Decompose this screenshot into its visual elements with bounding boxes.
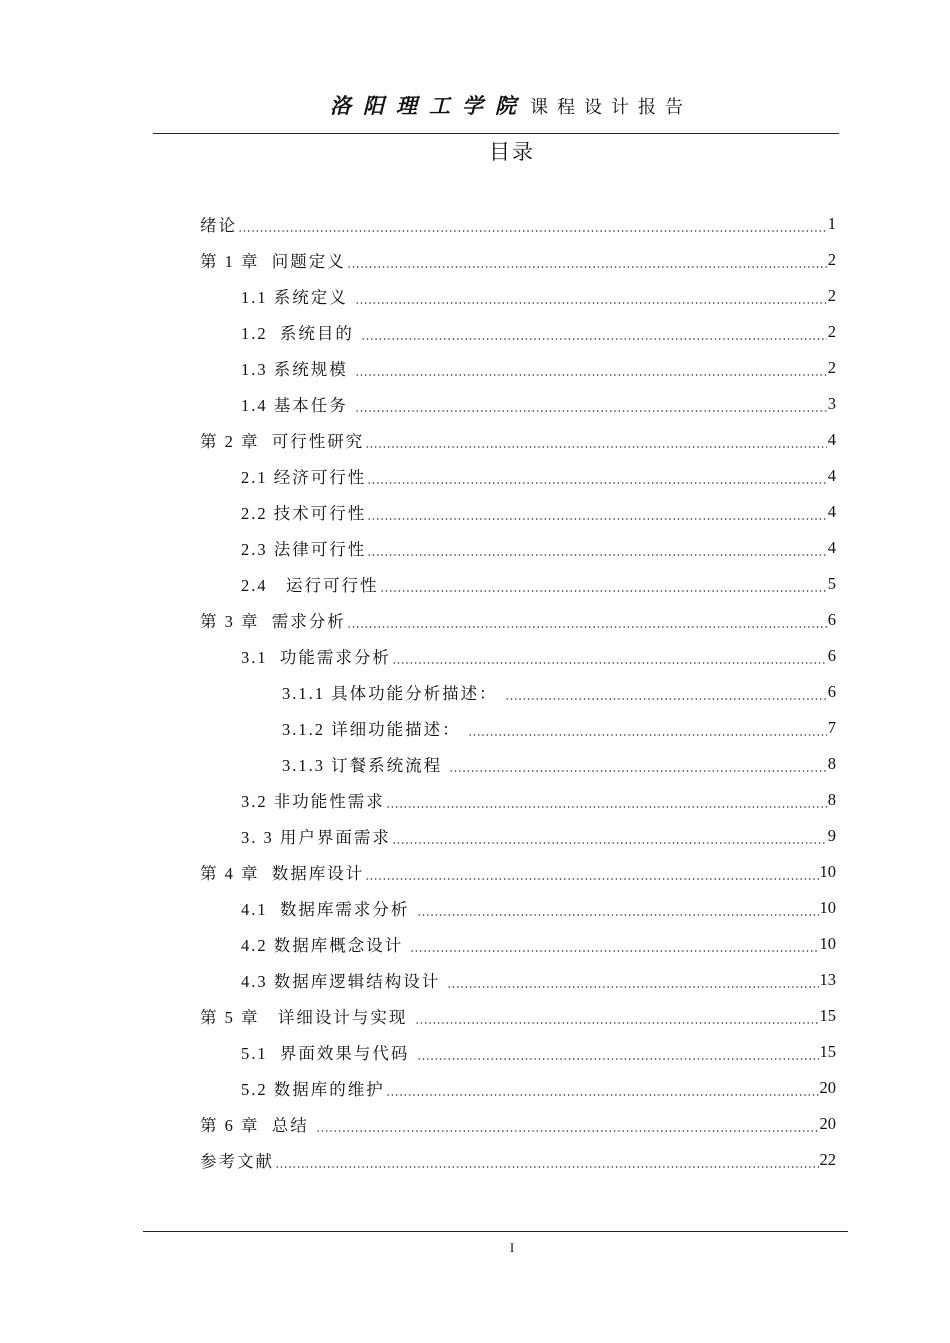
toc-leader-dots	[415, 998, 819, 1034]
toc-entry-page: 7	[827, 718, 836, 737]
toc-entry-label: 4.1 数据库需求分析	[241, 896, 416, 920]
toc-entry[interactable]	[200, 926, 836, 962]
header-rule	[153, 133, 839, 134]
toc-leader-dots	[361, 314, 827, 350]
toc-entry-label: 3.1.2 详细功能描述：	[282, 716, 467, 740]
toc-entry[interactable]	[200, 674, 836, 710]
toc-leader-dots	[347, 602, 827, 638]
toc-entry-page: 8	[827, 754, 836, 773]
toc-leader-dots	[275, 1142, 819, 1178]
toc-entry-page: 2	[827, 322, 836, 341]
toc-entry-page: 10	[819, 862, 836, 881]
school-name: 洛阳理工学院	[330, 93, 528, 118]
toc-entry-label: 3.1 功能需求分析	[241, 644, 391, 668]
toc-entry-page: 4	[827, 502, 836, 521]
toc-entry-page: 13	[819, 970, 836, 989]
report-type: 课程设计报告	[530, 97, 692, 117]
toc-leader-dots	[417, 1034, 819, 1070]
toc-entry[interactable]	[200, 782, 836, 818]
footer-page-number: I	[509, 1240, 515, 1255]
toc-entry-page: 20	[819, 1114, 836, 1133]
toc-entry[interactable]	[200, 710, 836, 746]
toc-entry-label: 5.2 数据库的维护	[241, 1076, 385, 1100]
toc-entry-page: 15	[819, 1042, 836, 1061]
toc-entry[interactable]	[200, 1034, 836, 1070]
toc-entry-page: 22	[819, 1150, 836, 1169]
toc-entry-page: 2	[827, 250, 836, 269]
toc-entry-label: 2.2 技术可行性	[241, 500, 366, 524]
toc-entry[interactable]	[200, 458, 836, 494]
toc-entry[interactable]	[200, 854, 836, 890]
toc-entry[interactable]	[200, 998, 836, 1034]
toc-leader-dots	[380, 566, 827, 602]
toc-entry-label: 第 6 章 总结	[200, 1112, 315, 1136]
toc-entry[interactable]	[200, 962, 836, 998]
toc-leader-dots	[367, 494, 827, 530]
toc-leader-dots	[365, 422, 827, 458]
toc-entry-page: 1	[827, 214, 836, 233]
toc-entry-label: 1.4 基本任务	[241, 392, 354, 416]
toc-entry[interactable]	[200, 350, 836, 386]
toc-entry-page: 6	[827, 682, 836, 701]
toc-entry-page: 6	[827, 610, 836, 629]
toc-entry-label: 1.3 系统规模	[241, 356, 354, 380]
toc-leader-dots	[355, 350, 827, 386]
toc-entry-label: 1.2 系统目的	[241, 320, 360, 344]
toc-entry-page: 4	[827, 538, 836, 557]
toc-entry[interactable]	[200, 1106, 836, 1142]
toc-entry[interactable]	[200, 1142, 836, 1178]
page-header	[330, 90, 692, 130]
toc-entry-label: 3.2 非功能性需求	[241, 788, 385, 812]
toc-entry[interactable]	[200, 638, 836, 674]
toc-leader-dots	[238, 206, 827, 242]
toc-entry[interactable]	[200, 386, 836, 422]
toc-title: 目录	[489, 140, 535, 164]
toc-entry-label: 3.1.3 订餐系统流程	[282, 752, 448, 776]
toc-entry-label: 第 3 章 需求分析	[200, 608, 346, 632]
toc-entry-label: 4.2 数据库概念设计	[241, 932, 409, 956]
toc-entry-page: 4	[827, 466, 836, 485]
toc-entry[interactable]	[200, 890, 836, 926]
toc-entry[interactable]	[200, 314, 836, 350]
toc-entry[interactable]	[200, 530, 836, 566]
toc-leader-dots	[386, 1070, 819, 1106]
toc-leader-dots	[449, 746, 827, 782]
toc-leader-dots	[417, 890, 819, 926]
toc-entry-label: 3. 3 用户界面需求	[241, 824, 391, 848]
toc-entry-label: 1.1 系统定义	[241, 284, 354, 308]
toc-entry-label: 第 1 章 问题定义	[200, 248, 346, 272]
toc-entry-page: 6	[827, 646, 836, 665]
toc-leader-dots	[355, 278, 827, 314]
toc-leader-dots	[355, 386, 827, 422]
toc-leader-dots	[316, 1106, 819, 1142]
toc-entry[interactable]	[200, 746, 836, 782]
toc-entry-label: 第 4 章 数据库设计	[200, 860, 364, 884]
toc-entry-label: 参考文献	[200, 1148, 274, 1172]
toc-entry-page: 5	[827, 574, 836, 593]
toc-entry-page: 20	[819, 1078, 836, 1097]
toc-entry-page: 8	[827, 790, 836, 809]
toc-entry-label: 2.4 运行可行性	[241, 572, 379, 596]
toc-entry-label: 3.1.1 具体功能分析描述：	[282, 680, 504, 704]
toc-entry-page: 9	[827, 826, 836, 845]
toc-entry[interactable]	[200, 494, 836, 530]
toc-entry-label: 5.1 界面效果与代码	[241, 1040, 416, 1064]
toc-entry-page: 15	[819, 1006, 836, 1025]
toc-entry-label: 2.1 经济可行性	[241, 464, 366, 488]
toc-entry-label: 绪论	[200, 212, 237, 236]
toc-leader-dots	[392, 638, 827, 674]
toc-entry-page: 10	[819, 934, 836, 953]
toc-entry[interactable]	[200, 818, 836, 854]
toc-entry-label: 2.3 法律可行性	[241, 536, 366, 560]
toc-entry-label: 第 5 章 详细设计与实现	[200, 1004, 414, 1028]
toc-entry-label: 第 2 章 可行性研究	[200, 428, 364, 452]
toc-entry-page: 2	[827, 358, 836, 377]
toc-leader-dots	[367, 530, 827, 566]
toc-entry-page: 2	[827, 286, 836, 305]
toc-entry[interactable]	[200, 422, 836, 458]
table-of-contents	[200, 206, 836, 1178]
toc-entry-page: 4	[827, 430, 836, 449]
toc-leader-dots	[367, 458, 827, 494]
toc-entry-page: 10	[819, 898, 836, 917]
toc-leader-dots	[410, 926, 818, 962]
toc-leader-dots	[505, 674, 827, 710]
toc-leader-dots	[365, 854, 818, 890]
toc-leader-dots	[347, 242, 827, 278]
toc-entry[interactable]	[200, 566, 836, 602]
toc-entry[interactable]	[200, 206, 836, 242]
toc-entry[interactable]	[200, 602, 836, 638]
footer-rule	[143, 1231, 848, 1232]
toc-entry-page: 3	[827, 394, 836, 413]
toc-entry[interactable]	[200, 1070, 836, 1106]
toc-leader-dots	[386, 782, 827, 818]
toc-entry-label: 4.3 数据库逻辑结构设计	[241, 968, 446, 992]
toc-leader-dots	[447, 962, 818, 998]
toc-entry[interactable]	[200, 242, 836, 278]
toc-entry[interactable]	[200, 278, 836, 314]
toc-leader-dots	[392, 818, 827, 854]
toc-leader-dots	[468, 710, 827, 746]
